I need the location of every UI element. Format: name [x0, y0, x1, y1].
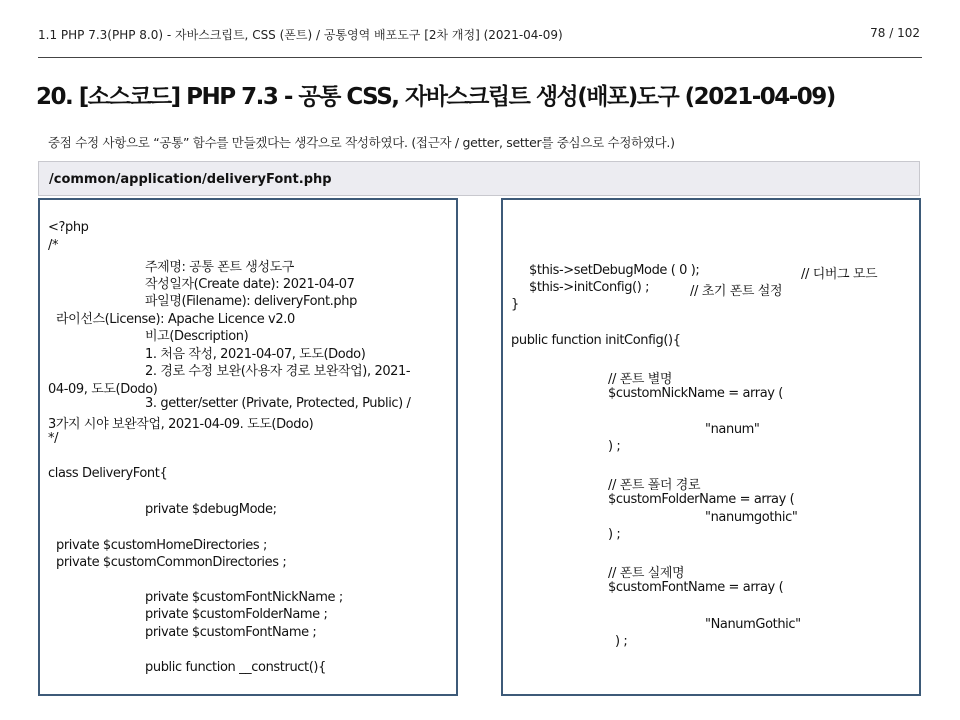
- code-line: private $customCommonDirectories ;: [56, 555, 287, 570]
- code-line: public function __construct(){: [145, 660, 326, 675]
- code-line: ) ;: [608, 439, 621, 454]
- code-line: "nanum": [705, 422, 760, 437]
- code-line: ) ;: [608, 527, 621, 542]
- code-line: // 폰트 폴더 경로: [608, 478, 701, 493]
- page-number: 78 / 102: [870, 26, 920, 40]
- code-line: private $customFontName ;: [145, 625, 317, 640]
- code-line: private $customFontNickName ;: [145, 590, 343, 605]
- code-line: 3. getter/setter (Private, Protected, Public) /: [145, 396, 411, 411]
- code-line: 1. 처음 작성, 2021-04-07, 도도(Dodo): [145, 347, 366, 362]
- code-line: 04-09, 도도(Dodo): [48, 382, 158, 397]
- file-path: /common/application/deliveryFont.php: [49, 172, 332, 187]
- code-line: $this->setDebugMode ( 0 );: [529, 263, 700, 278]
- code-line: /*: [48, 238, 59, 253]
- code-line: // 폰트 실제명: [608, 566, 685, 581]
- page-title: 20. [소스코드] PHP 7.3 - 공통 CSS, 자바스크립트 생성(배포)도구 (2021-04-09): [36, 84, 835, 110]
- code-line: }: [511, 297, 519, 312]
- code-line: private $customHomeDirectories ;: [56, 538, 267, 553]
- code-line: $customNickName = array (: [608, 386, 783, 401]
- code-panel-right: [501, 198, 921, 696]
- code-line: 라이선스(License): Apache Licence v2.0: [56, 312, 295, 327]
- code-line: 작성일자(Create date): 2021-04-07: [145, 277, 355, 292]
- code-line: 비고(Description): [145, 329, 249, 344]
- intro-text: 중점 수정 사항으로 “공통” 함수를 만들겠다는 생각으로 작성하였다. (접근자 / getter, setter를 중심으로 수정하였다.): [48, 135, 675, 150]
- code-line: class DeliveryFont{: [48, 466, 168, 481]
- code-line: "nanumgothic": [705, 510, 798, 525]
- code-comment: // 초기 폰트 설정: [690, 284, 783, 299]
- code-line: <?php: [48, 220, 89, 235]
- code-line: // 폰트 별명: [608, 372, 673, 387]
- code-line: $this->initConfig() ;: [529, 280, 650, 295]
- code-line: private $customFolderName ;: [145, 607, 328, 622]
- code-line: $customFontName = array (: [608, 580, 784, 595]
- code-line: 2. 경로 수정 보완(사용자 경로 보완작업), 2021-: [145, 364, 411, 379]
- header-breadcrumb: 1.1 PHP 7.3(PHP 8.0) - 자바스크립트, CSS (폰트) / 공통영역 배포도구 [2차 개정] (2021-04-09): [38, 28, 563, 42]
- code-line: $customFolderName = array (: [608, 492, 795, 507]
- header-divider: [38, 57, 922, 58]
- code-line: "NanumGothic": [705, 617, 801, 632]
- code-comment: // 디버그 모드: [801, 267, 878, 282]
- code-line: 파일명(Filename): deliveryFont.php: [145, 294, 357, 309]
- code-line: ) ;: [615, 634, 628, 649]
- code-line: 3가지 시야 보완작업, 2021-04-09. 도도(Dodo): [48, 417, 314, 432]
- code-line: 주제명: 공통 폰트 생성도구: [145, 260, 294, 275]
- code-line: public function initConfig(){: [511, 333, 681, 348]
- file-path-bar: [38, 161, 920, 196]
- code-line: */: [48, 431, 59, 446]
- code-panel-left: [38, 198, 458, 696]
- code-line: private $debugMode;: [145, 502, 277, 517]
